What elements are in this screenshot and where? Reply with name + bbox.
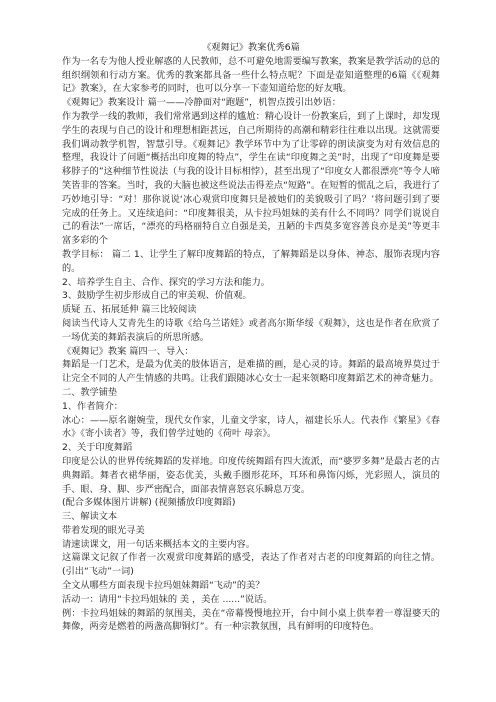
subheading: 1、作者简介： — [62, 400, 123, 412]
paragraph: 作为一名专为他人授业解惑的人民教师，总不可避免地需要编写教案，教案是教学活动的总的组织纲领和行动方案。优秀的教案都具备一些什么特点呢？下面是壶知道整理的6篇《《观舞记》教案》，在大家参考的同时，也可以分享一下壶知道给您的好友哦。 — [62, 55, 440, 95]
paragraph: 带着发现的眼光寻美 — [62, 524, 145, 536]
section-heading: 三、解读文本 — [62, 511, 118, 523]
paragraph: 这篇课文记叙了作者一次观赏印度舞蹈的感受，表达了作者对古老的印度舞蹈的向往之情。(引出“飞动”一词) — [62, 552, 440, 578]
paragraph: 请速读课文，用一句话来概括本文的主要内容。 — [62, 538, 255, 550]
subheading: 2、关于印度舞蹈 — [62, 442, 133, 454]
paragraph: 全文从哪些方面表现卡拉玛姐妹舞蹈“飞动”的美？ — [62, 580, 265, 592]
paragraph: 例：卡拉玛姐妹的舞蹈的氛围美，美在“帝幕慢慢地拉开，台中间小桌上供奉着一尊湿婆天的舞像，两旁是燃着的两盏高脚铜灯”。有一种宗教氛围，具有鲜明的印度特色。 — [62, 607, 440, 633]
paragraph: 《观舞记》教案设计 篇一——冷静面对“跑题”，机智点拨引出妙语： — [62, 97, 341, 109]
paragraph: 阅读当代诗人艾青先生的诗歌《给乌兰诺娃》或者高尔斯华绥《观舞》，这也是作者在欣赏了一场优美的舞蹈表演后的所思所感。 — [62, 317, 440, 343]
paragraph: 印度是公认的世界传统舞蹈的发祥地。印度传统舞蹈有四大流派，而“婆罗多舞”是最古老的古典舞蹈。舞者衣裙华丽，姿态优美，头戴手圈形花环，耳环和鼻饰闪烁，光彩照人，演员的手、眼、身、脚、步严密配合，面部表情喜怒哀乐瞬息万变。 — [62, 455, 440, 495]
paragraph: 教学目标： 篇二 1、让学生了解印度舞蹈的特点，了解舞蹈是以身体、神态、服饰表现内容的。 — [62, 248, 440, 274]
paragraph: 舞蹈是一门艺术，是最为优美的肢体语言，是难描的画，是心灵的诗。舞蹈的最高境界莫过于让完全不同的人产生情感的共鸣。让我们跟随冰心女士一起来领略印度舞蹈艺术的神奇魅力。 — [62, 359, 440, 385]
paragraph: 《观舞记》教案 篇四一、导入： — [62, 345, 194, 357]
paragraph: 活动一：请用“卡拉玛姐妹的 美 ，美在 ......”说话。 — [62, 593, 273, 605]
paragraph: 2、培养学生自主、合作、探究的学习方法和能力。 — [62, 276, 270, 288]
paragraph: 冰心：——原名谢婉莹，现代女作家，儿童文学家，诗人，福建长乐人。代表作《繁星》《春水》《寄小读者》等，我们曾学过她的《荷叶 母亲》。 — [62, 414, 440, 440]
section-heading: 二、教学铺垫 — [62, 386, 118, 398]
document-title: 《观舞记》教案优秀6篇 — [202, 42, 300, 53]
paragraph: (配合多媒体图片讲解) (视频播放印度舞蹈) — [62, 497, 236, 509]
paragraph: 3、鼓励学生初步形成自己的审美观、价值观。 — [62, 290, 252, 302]
paragraph: 作为教学一线的教师，我们常常遇到这样的尴尬：精心设计一份教案后，到了上课时，却发现学生的表现与自己的设计和理想相距甚远，自己所期待的高潮和精彩往往难以出现。这就需要我们调动教学机智，智慧引导。《观舞记》教学环节中为了让零碎的朗读演变为对有效信息的整理，我设计了问题“概括出印度舞的特点”，学生在读“印度舞之美”时，出现了“印度舞是要移脖子的”这种细节性说法（与我的设计目标相悖），甚至出现了“印度女人都很漂亮”等令人啼笑皆非的答案。当时，我的大脑也被这些说法击得差点“短路”。在短暂的慌乱之后，我进行了巧妙地引导：“对！那你说说‘冰心观赏印度舞只是被她们的美貌吸引了吗？’将问题引到了要完成的任务上。又连续追问：“印度舞很美，从卡拉玛姐妹的美有什么不同吗？同学们说说自己的看法”一席话，“漂亮的玛格丽特自立自强是美，丑陋的卡西莫多宽容善良亦是美”等更丰富多彩的个 — [62, 110, 440, 247]
paragraph: 质疑 五、拓展延伸 篇三比较阅读 — [62, 304, 197, 316]
